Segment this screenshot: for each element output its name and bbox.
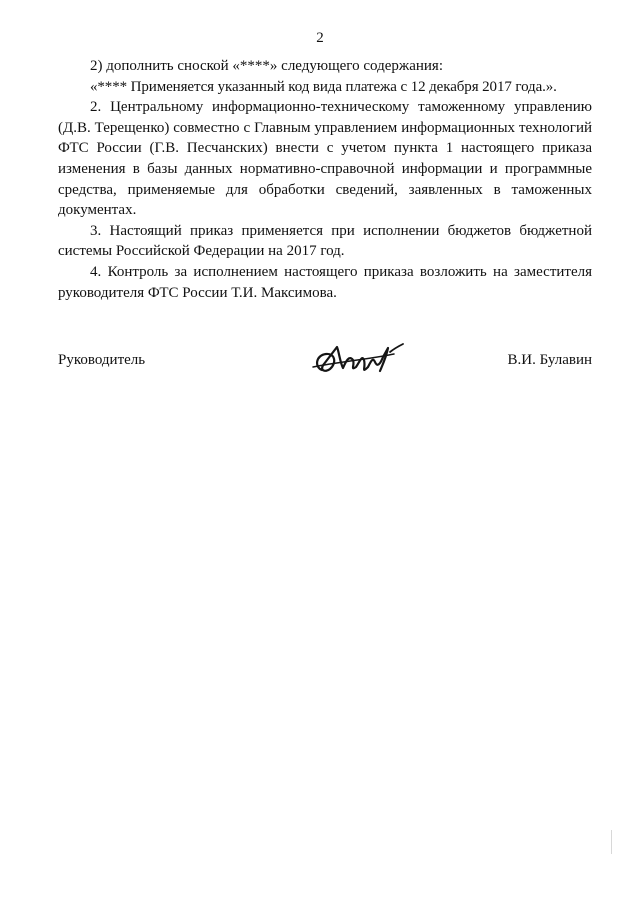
scan-artifact <box>611 830 612 854</box>
paragraph-footnote-text: «**** Применяется указанный код вида платежа с 12 декабря 2017 года.». <box>90 78 557 95</box>
paragraph-footnote-intro: 2) дополнить сноской «****» следующего содержания: <box>90 58 443 74</box>
handwritten-signature <box>310 340 410 380</box>
signatory-role: Руководитель <box>58 352 146 368</box>
paragraph-item-3: 3. Настоящий приказ применяется при исполнении бюджетов бюджетной системы Российской Федерации на 2017 год. <box>58 222 592 260</box>
document-body <box>58 56 592 303</box>
signatory-name: В.И. Булавин <box>507 352 592 368</box>
paragraph-item-2: 2. Центральному информационно-техническому таможенному управлению (Д.В. Терещенко) совместно с Главным управлением информационных технологий ФТС России (Г.В. Песчанских) внести с учетом пункта 1 настоящего приказа изменения в базы данных нормативно-справочной информации и программные средства, применяемые для обработки сведений, заявленных в таможенных документах. <box>58 99 592 219</box>
paragraph-item-4: 4. Контроль за исполнением настоящего приказа возложить на заместителя руководителя ФТС России Т.И. Максимова. <box>58 263 592 301</box>
page-number: 2 <box>316 30 324 46</box>
signature-block <box>58 340 592 390</box>
